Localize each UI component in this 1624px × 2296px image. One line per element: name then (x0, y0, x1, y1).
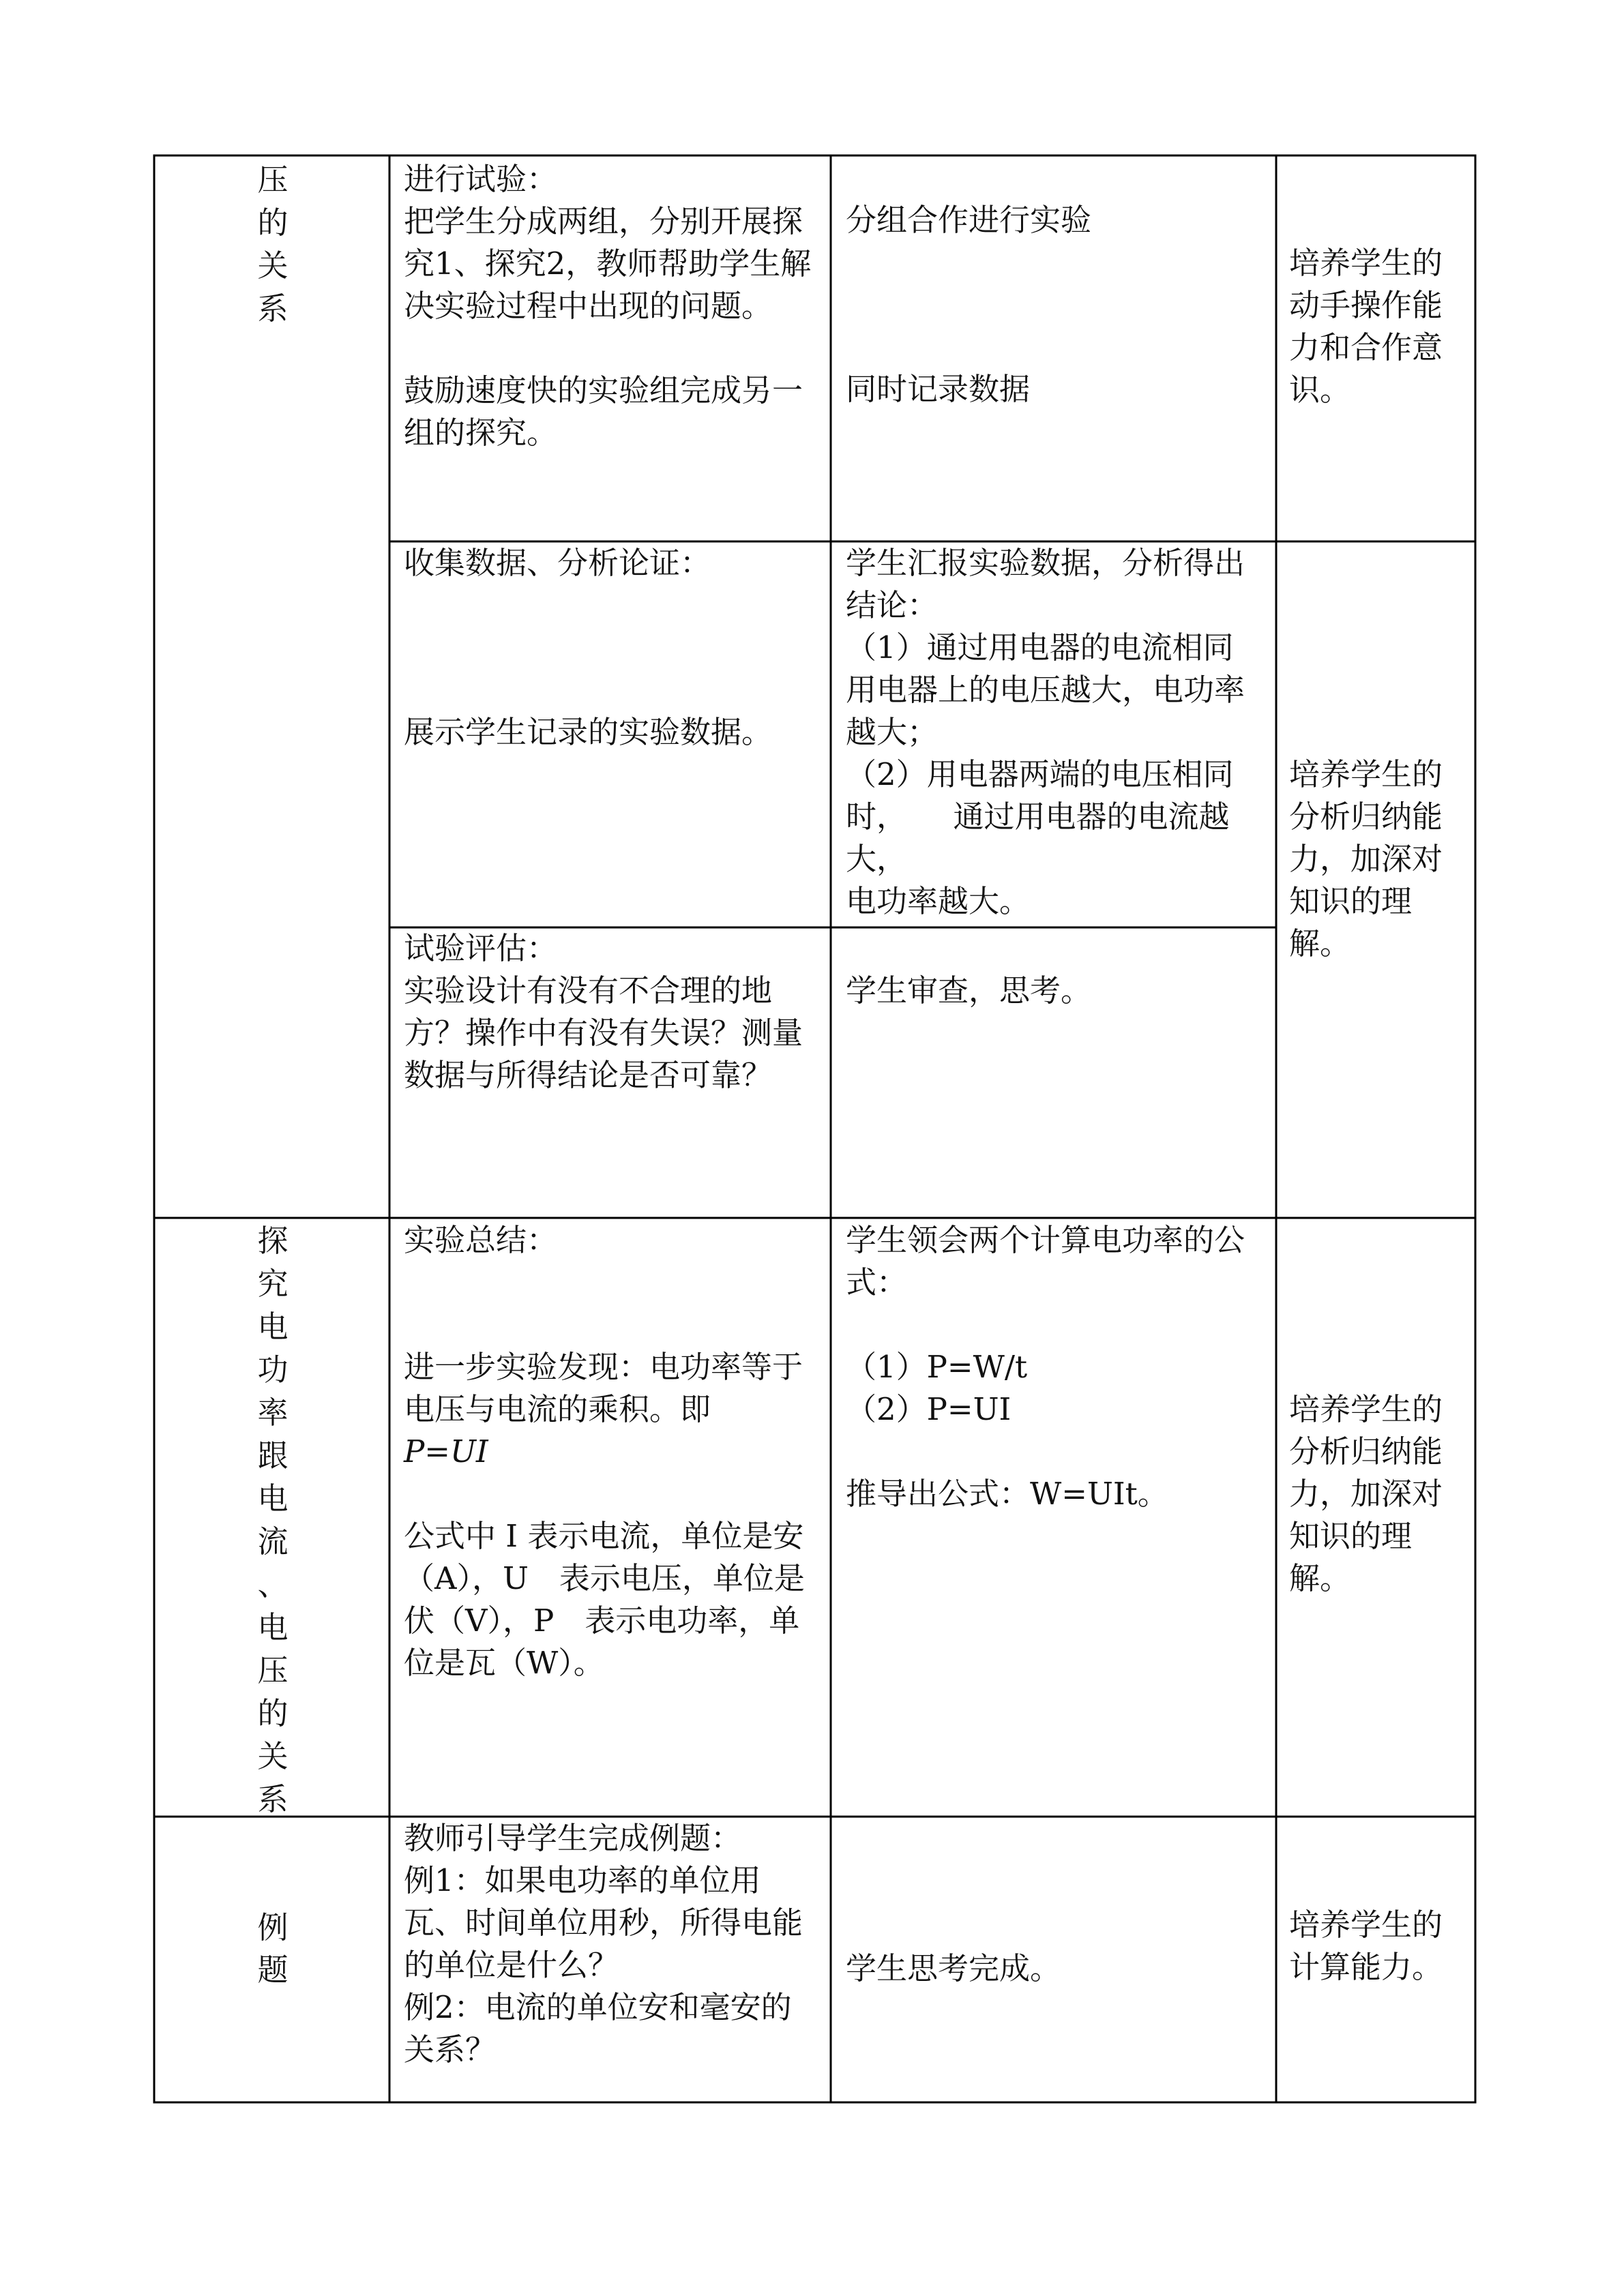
teacher-text: 进行试验： (404, 161, 558, 197)
topic-char: 、 (257, 1566, 289, 1602)
student-text: 学生汇报实验数据，分析得出结论： (846, 545, 1245, 623)
student-cell-row3 (846, 970, 1255, 1012)
topic-cell-row1 (246, 158, 300, 330)
teacher-text: 实验设计有没有不合理的地方？操作中有没有失误？测量数据与所得结论是否可靠？ (404, 972, 803, 1093)
topic-char: 跟 (257, 1437, 289, 1474)
student-text: 学生思考完成。 (846, 1950, 1061, 1986)
teacher-text: 公式中 I 表示电流，单位是安（A），U 表示电压，单位是伏（V），P 表示电功率，单位是瓦（W）。 (404, 1518, 805, 1681)
student-text: 学生审查，思考。 (846, 972, 1092, 1009)
student-text: 电功率越大。 (846, 883, 1031, 919)
topic-char: 功 (257, 1352, 289, 1388)
intent-text: 培养学生的分析归纳能力，加深对知识的理解。 (1289, 1391, 1443, 1596)
student-cell-row4 (846, 1219, 1255, 1515)
intent-text: 培养学生的动手操作能力和合作意识。 (1289, 245, 1443, 408)
intent-text: 培养学生的计算能力。 (1289, 1907, 1443, 1985)
teacher-text (404, 327, 813, 370)
student-cell-row1 (846, 199, 1255, 411)
teacher-cell-row4 (404, 1219, 813, 1684)
student-text: （2）P=UI (846, 1391, 1012, 1427)
formula-text: P=UI (404, 1433, 488, 1470)
topic-char: 的 (257, 205, 289, 241)
student-text: （1）通过用电器的电流相同用电器上的电压越大，电功率越大； (846, 629, 1245, 750)
student-text: 同时记录数据 (846, 371, 1031, 407)
topic-char: 系 (257, 1781, 289, 1817)
topic-char: 究 (257, 1266, 289, 1302)
student-text: 分组合作进行实验 (846, 202, 1092, 238)
intent-cell-row4 (1289, 1388, 1460, 1600)
teacher-text: 实验总结： (404, 1222, 558, 1258)
topic-cell-row5 (246, 1907, 300, 1991)
topic-cell-row4 (246, 1219, 300, 1821)
intent-text: 培养学生的分析归纳能力，加深对知识的理解。 (1289, 756, 1443, 961)
student-cell-row2 (846, 542, 1255, 923)
teacher-cell-row3 (404, 927, 813, 1097)
student-text: （1）P=W/t (846, 1349, 1028, 1385)
topic-char: 关 (257, 1738, 289, 1774)
student-cell-row5 (846, 1948, 1255, 1990)
topic-char: 关 (257, 248, 289, 284)
student-text: （2）用电器两端的电压相同时， 通过用电器的电流越大， (846, 756, 1234, 877)
teacher-text: 收集数据、分析论证： (404, 545, 711, 581)
teacher-text: 试验评估： (404, 930, 558, 966)
student-text: 学生领会两个计算电功率的公式： (846, 1222, 1245, 1300)
topic-char: 压 (257, 162, 289, 198)
topic-char: 电 (257, 1609, 289, 1645)
topic-char: 率 (257, 1395, 289, 1431)
teacher-text: 展示学生记录的实验数据。 (404, 714, 773, 750)
topic-char: 系 (257, 290, 289, 327)
teacher-cell-row1 (404, 158, 813, 454)
topic-char: 电 (257, 1309, 289, 1345)
intent-cell-row5 (1289, 1904, 1460, 1988)
teacher-text: 例1：如果电功率的单位用瓦、时间单位用秒，所得电能的单位是什么？ (404, 1862, 803, 1983)
topic-char: 探 (257, 1223, 289, 1259)
topic-char: 流 (257, 1523, 289, 1560)
topic-char: 压 (257, 1652, 289, 1688)
intent-cell-row1 (1289, 242, 1460, 411)
student-text: 推导出公式：W=UIt。 (846, 1476, 1168, 1512)
teacher-text: 例2：电流的单位安和毫安的关系？ (404, 1989, 792, 2068)
intent-cell-row2 (1289, 754, 1460, 965)
topic-char: 的 (257, 1695, 289, 1731)
teacher-text: 鼓励速度快的实验组完成另一组的探究。 (404, 372, 803, 451)
teacher-text: 进一步实验发现：电功率等于电压与电流的乘积。即 (404, 1349, 803, 1427)
teacher-text: 教师引导学生完成例题： (404, 1820, 742, 1856)
teacher-cell-row5 (404, 1817, 813, 2071)
teacher-text: 把学生分成两组，分别开展探究1、探究2，教师帮助学生解决实验过程中出现的问题。 (404, 203, 812, 324)
topic-text: 例题 (257, 1909, 289, 1988)
topic-char: 电 (257, 1480, 289, 1517)
teacher-cell-row2 (404, 542, 813, 754)
